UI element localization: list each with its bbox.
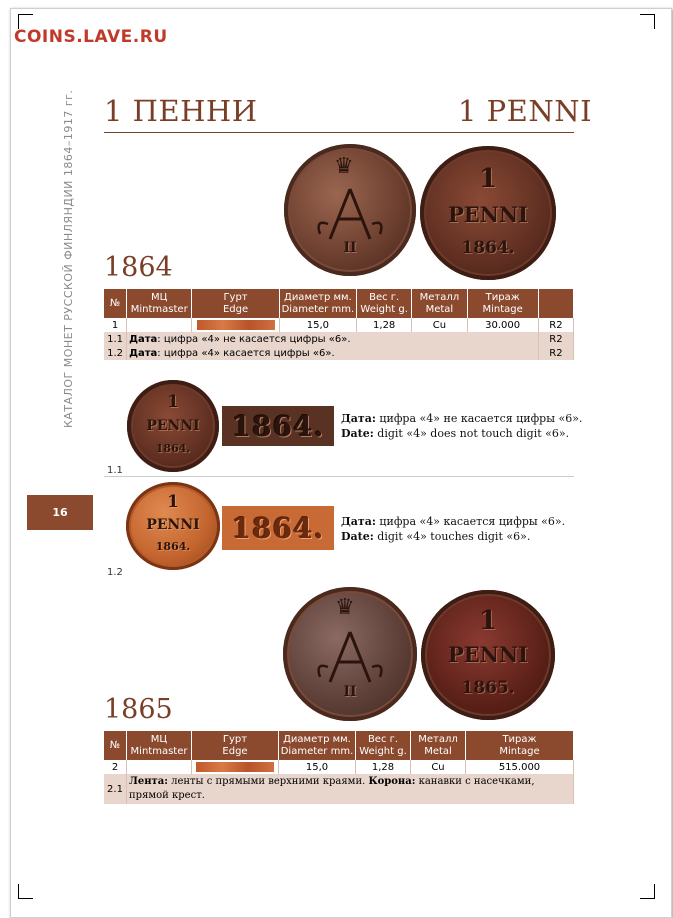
col-header-mintage: Тираж Mintage bbox=[466, 731, 574, 760]
cell-rarity: R2 bbox=[538, 318, 573, 332]
col-header-metal: Металл Metal bbox=[412, 289, 467, 318]
catalog-table-1865 bbox=[104, 731, 574, 804]
cell-metal: Cu bbox=[411, 760, 466, 774]
monogram-text: II bbox=[343, 240, 357, 256]
table-header-row bbox=[104, 289, 574, 318]
title-russian: 1 ПЕННИ bbox=[104, 94, 258, 128]
table-row bbox=[104, 760, 574, 774]
cell-weight: 1,28 bbox=[357, 318, 412, 332]
coin-1865-reverse bbox=[421, 590, 555, 720]
table-header-row bbox=[104, 731, 574, 760]
monogram-text: II bbox=[343, 684, 357, 700]
crown-icon: ♛ bbox=[334, 154, 354, 179]
coin-1864-obverse bbox=[284, 144, 416, 276]
catalog-side-title: КАТАЛОГ МОНЕТ РУССКОЙ ФИНЛЯНДИИ 1864–1917 гг. bbox=[62, 89, 75, 428]
edge-swatch bbox=[197, 320, 275, 330]
cell-mint bbox=[127, 318, 192, 332]
col-header-weight: Вес г. Weight g. bbox=[357, 289, 412, 318]
catalog-table-1864 bbox=[104, 289, 574, 360]
crop-mark bbox=[640, 884, 655, 899]
coin-denomination: 1 bbox=[478, 164, 498, 194]
page-number: 16 bbox=[27, 495, 93, 530]
coin-denomination: 1 bbox=[167, 492, 179, 512]
col-header-mint: МЦ Mintmaster bbox=[127, 289, 192, 318]
col-header-mint: МЦ Mintmaster bbox=[127, 731, 192, 760]
variant-coin-1-2 bbox=[126, 482, 220, 570]
coin-year: 1864. bbox=[461, 238, 515, 258]
coin-word: PENNI bbox=[146, 517, 200, 533]
date-closeup-1-1: 1864. bbox=[222, 406, 334, 446]
coin-word: PENNI bbox=[447, 202, 528, 227]
col-header-metal: Металл Metal bbox=[411, 731, 466, 760]
coin-1864-reverse bbox=[420, 146, 556, 280]
cell-rarity: R2 bbox=[538, 332, 573, 346]
coin-word: PENNI bbox=[146, 418, 200, 434]
cell-diameter: 15,0 bbox=[279, 318, 356, 332]
col-header-edge: Гурт Edge bbox=[192, 731, 279, 760]
table-row bbox=[104, 318, 574, 332]
cell-no: 1.1 bbox=[104, 332, 127, 346]
edge-swatch bbox=[196, 762, 274, 772]
crown-icon: ♛ bbox=[335, 595, 355, 620]
variant-description-1-2: Дата: цифра «4» касается цифры «6». Date: digit «4» touches digit «6». bbox=[341, 515, 566, 543]
year-heading-1864: 1864 bbox=[104, 252, 173, 283]
coin-year: 1865. bbox=[461, 678, 515, 698]
cell-diameter: 15,0 bbox=[279, 760, 356, 774]
table-subrow bbox=[104, 332, 574, 346]
variant-label-1-2: 1.2 bbox=[107, 567, 123, 578]
coin-1865-obverse bbox=[283, 587, 417, 721]
crop-mark bbox=[640, 14, 655, 29]
cell-edge bbox=[192, 760, 279, 774]
table-subrow bbox=[104, 346, 574, 360]
variant-coin-1-1 bbox=[127, 380, 219, 472]
cell-mint bbox=[127, 760, 192, 774]
cell-metal: Cu bbox=[412, 318, 467, 332]
col-header-diameter: Диаметр мм. Diameter mm. bbox=[279, 289, 356, 318]
title-divider bbox=[104, 132, 574, 133]
coin-denomination: 1 bbox=[478, 606, 498, 636]
coin-year: 1864. bbox=[155, 442, 191, 455]
monogram-icon bbox=[310, 627, 390, 687]
col-header-edge: Гурт Edge bbox=[192, 289, 279, 318]
cell-no: 1 bbox=[104, 318, 127, 332]
coin-year: 1864. bbox=[155, 540, 191, 553]
coin-word: PENNI bbox=[447, 642, 528, 667]
col-header-weight: Вес г. Weight g. bbox=[356, 731, 411, 760]
variant-label-1-1: 1.1 bbox=[107, 465, 123, 476]
cell-no: 1.2 bbox=[104, 346, 127, 360]
cell-edge bbox=[192, 318, 279, 332]
crop-mark bbox=[18, 884, 33, 899]
monogram-icon bbox=[310, 184, 390, 244]
date-closeup-1-2: 1864. bbox=[222, 506, 334, 550]
cell-weight: 1,28 bbox=[356, 760, 411, 774]
title-english: 1 PENNI bbox=[458, 94, 593, 128]
cell-mintage: 30.000 bbox=[467, 318, 538, 332]
cell-mintage: 515.000 bbox=[466, 760, 574, 774]
coin-denomination: 1 bbox=[167, 392, 179, 412]
variant-description-1-1: Дата: цифра «4» не касается цифры «6». Date: digit «4» does not touch digit «6». bbox=[341, 412, 583, 440]
table-subrow bbox=[104, 774, 574, 804]
cell-no: 2 bbox=[104, 760, 127, 774]
col-header-no: № bbox=[104, 289, 127, 318]
cell-description: Лента: ленты с прямыми верхними краями. Корона: канавки с насечками, прямой крест. bbox=[127, 774, 574, 804]
col-header-diameter: Диаметр мм. Diameter mm. bbox=[279, 731, 356, 760]
cell-no: 2.1 bbox=[104, 774, 127, 804]
variant-divider bbox=[104, 476, 574, 477]
cell-rarity: R2 bbox=[538, 346, 573, 360]
cell-description: Дата: цифра «4» касается цифры «6». bbox=[127, 346, 539, 360]
cell-description: Дата: цифра «4» не касается цифры «6». bbox=[127, 332, 539, 346]
site-watermark: COINS.LAVE.RU bbox=[14, 27, 168, 47]
col-header-rarity bbox=[538, 289, 573, 318]
col-header-no: № bbox=[104, 731, 127, 760]
year-heading-1865: 1865 bbox=[104, 694, 173, 725]
col-header-mintage: Тираж Mintage bbox=[467, 289, 538, 318]
